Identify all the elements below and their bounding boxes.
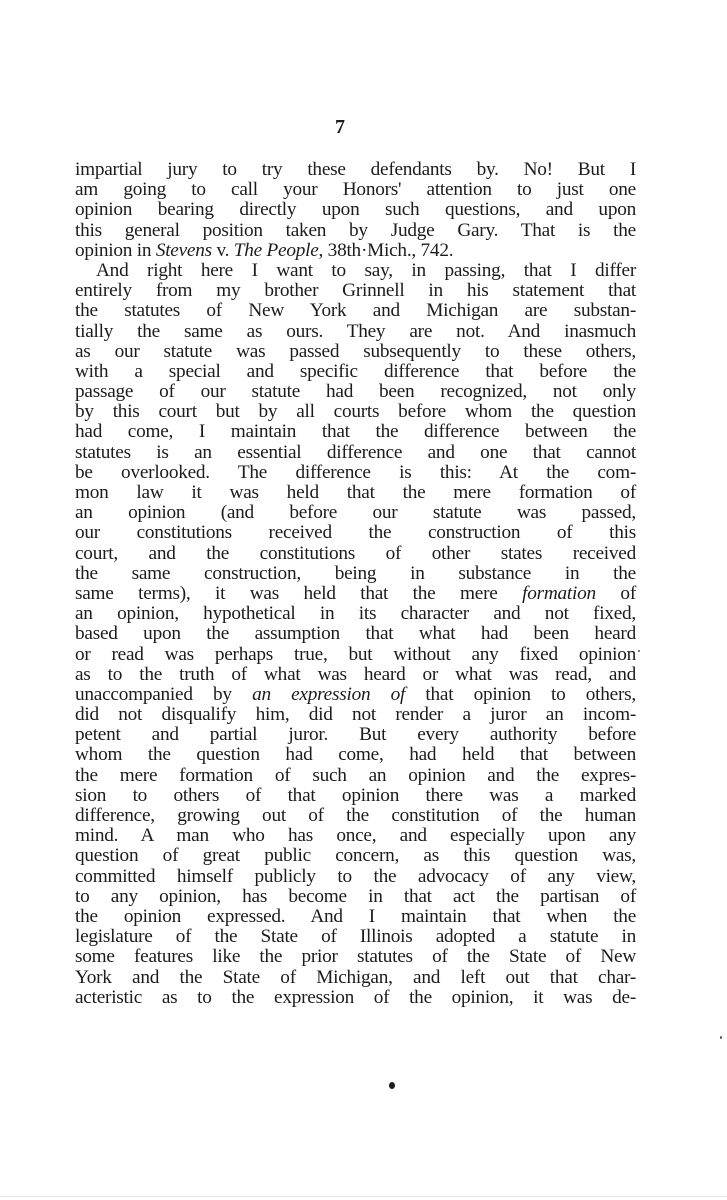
text-line: be overlooked. The difference is this: At the com-	[75, 461, 636, 483]
text-line: the same construction, being in substance in the	[75, 562, 636, 584]
text-line: legislature of the State of Illinois adopted a statute in	[75, 926, 636, 948]
text-line: sion to others of that opinion there was a marked	[75, 784, 636, 806]
italic-text: an expression of	[252, 683, 406, 705]
text-line: by this court but by all courts before whom the question	[75, 401, 636, 423]
text-segment: unaccompanied by	[75, 683, 253, 705]
body-text	[75, 160, 636, 1008]
italic-text: formation	[522, 582, 596, 604]
text-line: our constitutions received the construction of this	[75, 522, 636, 544]
text-line: had come, I maintain that the difference between the	[75, 421, 636, 443]
text-line: an opinion, hypothetical in its character and not fixed,	[75, 603, 636, 625]
text-line: am going to call your Honors' attention to just one	[75, 179, 636, 201]
text-line: as our statute was passed subsequently to these others,	[75, 340, 636, 362]
scan-speck	[638, 650, 640, 652]
text-line: did not disqualify him, did not render a juror an incom-	[75, 704, 636, 726]
text-line: the statutes of New York and Michigan are substan-	[75, 300, 636, 322]
text-line: difference, growing out of the constitution of the human	[75, 805, 636, 826]
text-segment: , 38th·Mich., 742.	[318, 239, 454, 261]
italic-text: Stevens	[155, 239, 212, 261]
text-line: whom the question had come, had held that between	[75, 744, 636, 766]
text-segment: opinion in	[75, 239, 156, 261]
text-line: impartial jury to try these defendants by. No! But I	[75, 159, 636, 180]
text-line: this general position taken by Judge Gary. That is the	[75, 219, 636, 241]
text-line: to any opinion, has become in that act the partisan of	[75, 885, 636, 907]
text-line: mon law it was held that the mere formation of	[75, 482, 636, 503]
text-line: mind. A man who has once, and especially upon any	[75, 825, 636, 847]
page-number: 7	[335, 116, 345, 138]
text-line	[75, 685, 636, 705]
text-line: acteristic as to the expression of the opinion, it was de-	[75, 986, 636, 1008]
text-line: opinion bearing directly upon such questions, and upon	[75, 199, 636, 221]
text-line	[75, 584, 636, 604]
text-segment: same terms), it was held that the mere	[75, 582, 523, 604]
text-line: York and the State of Michigan, and left out that char-	[75, 966, 636, 988]
italic-text: The People	[233, 239, 319, 261]
text-line: the opinion expressed. And I maintain that when the	[75, 905, 636, 927]
text-line: some features like the prior statutes of the State of New	[75, 946, 636, 968]
text-line: tially the same as ours. They are not. And inasmuch	[75, 320, 636, 342]
text-segment: that opinion to others,	[405, 683, 636, 705]
text-line: as to the truth of what was heard or what was read, and	[75, 663, 636, 685]
scan-speck	[720, 1036, 722, 1039]
text-segment: v.	[211, 239, 234, 261]
text-line: an opinion (and before our statute was passed,	[75, 502, 636, 524]
text-line: court, and the constitutions of other states received	[75, 542, 636, 564]
text-line: question of great public concern, as this question was,	[75, 845, 636, 867]
text-line	[75, 241, 636, 261]
text-line: petent and partial juror. But every authority before	[75, 724, 636, 746]
text-line: the mere formation of such an opinion and the expres-	[75, 764, 636, 786]
page-edge	[0, 1196, 727, 1197]
text-segment: of	[595, 582, 636, 604]
text-line: or read was perhaps true, but without any fixed opinion	[75, 643, 636, 665]
text-line: And right here I want to say, in passing, that I differ	[96, 259, 636, 281]
page-end-mark	[389, 1082, 395, 1089]
text-line: committed himself publicly to the advocacy of any view,	[75, 865, 636, 887]
text-line: passage of our statute had been recognized, not only	[75, 381, 636, 403]
text-line: entirely from my brother Grinnell in his statement that	[75, 280, 636, 302]
text-line: based upon the assumption that what had been heard	[75, 623, 636, 645]
text-line: statutes is an essential difference and one that cannot	[75, 441, 636, 463]
text-line: with a special and specific difference that before the	[75, 360, 636, 382]
